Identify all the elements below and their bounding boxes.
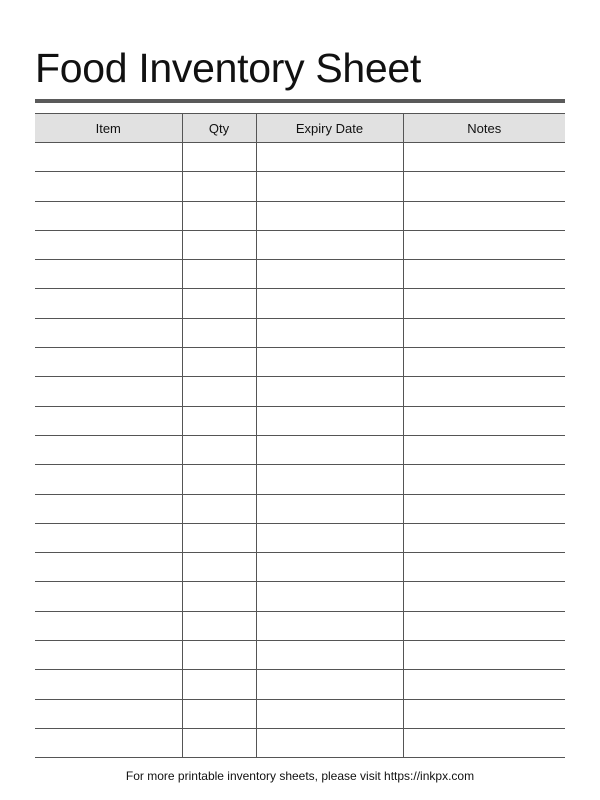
cell-item[interactable] bbox=[35, 172, 182, 201]
cell-item[interactable] bbox=[35, 201, 182, 230]
cell-qty[interactable] bbox=[182, 523, 256, 552]
cell-qty[interactable] bbox=[182, 230, 256, 259]
cell-expiry-date[interactable] bbox=[256, 465, 403, 494]
cell-item[interactable] bbox=[35, 435, 182, 464]
inventory-table bbox=[35, 113, 565, 758]
cell-item[interactable] bbox=[35, 289, 182, 318]
cell-item[interactable] bbox=[35, 260, 182, 289]
table-row bbox=[35, 553, 565, 582]
cell-item[interactable] bbox=[35, 494, 182, 523]
cell-notes[interactable] bbox=[403, 699, 565, 728]
cell-notes[interactable] bbox=[403, 230, 565, 259]
column-header-notes: Notes bbox=[403, 114, 565, 143]
cell-qty[interactable] bbox=[182, 465, 256, 494]
cell-qty[interactable] bbox=[182, 406, 256, 435]
cell-notes[interactable] bbox=[403, 348, 565, 377]
cell-qty[interactable] bbox=[182, 494, 256, 523]
cell-expiry-date[interactable] bbox=[256, 260, 403, 289]
cell-expiry-date[interactable] bbox=[256, 611, 403, 640]
cell-notes[interactable] bbox=[403, 260, 565, 289]
column-header-item: Item bbox=[35, 114, 182, 143]
cell-expiry-date[interactable] bbox=[256, 172, 403, 201]
cell-notes[interactable] bbox=[403, 318, 565, 347]
table-row bbox=[35, 406, 565, 435]
cell-expiry-date[interactable] bbox=[256, 523, 403, 552]
table-row bbox=[35, 230, 565, 259]
cell-item[interactable] bbox=[35, 699, 182, 728]
table-row bbox=[35, 670, 565, 699]
cell-notes[interactable] bbox=[403, 377, 565, 406]
cell-item[interactable] bbox=[35, 318, 182, 347]
cell-notes[interactable] bbox=[403, 172, 565, 201]
cell-qty[interactable] bbox=[182, 348, 256, 377]
cell-qty[interactable] bbox=[182, 670, 256, 699]
cell-notes[interactable] bbox=[403, 494, 565, 523]
cell-expiry-date[interactable] bbox=[256, 670, 403, 699]
cell-qty[interactable] bbox=[182, 201, 256, 230]
table-header-row bbox=[35, 114, 565, 143]
cell-qty[interactable] bbox=[182, 699, 256, 728]
cell-item[interactable] bbox=[35, 406, 182, 435]
cell-expiry-date[interactable] bbox=[256, 406, 403, 435]
cell-expiry-date[interactable] bbox=[256, 699, 403, 728]
table-row bbox=[35, 377, 565, 406]
cell-expiry-date[interactable] bbox=[256, 582, 403, 611]
table-row bbox=[35, 699, 565, 728]
table-row bbox=[35, 318, 565, 347]
cell-notes[interactable] bbox=[403, 465, 565, 494]
cell-qty[interactable] bbox=[182, 435, 256, 464]
cell-item[interactable] bbox=[35, 523, 182, 552]
cell-notes[interactable] bbox=[403, 143, 565, 172]
cell-item[interactable] bbox=[35, 728, 182, 757]
cell-item[interactable] bbox=[35, 230, 182, 259]
cell-expiry-date[interactable] bbox=[256, 318, 403, 347]
cell-item[interactable] bbox=[35, 377, 182, 406]
cell-expiry-date[interactable] bbox=[256, 289, 403, 318]
cell-qty[interactable] bbox=[182, 377, 256, 406]
table-row bbox=[35, 143, 565, 172]
table-row bbox=[35, 348, 565, 377]
title-divider bbox=[35, 99, 565, 103]
cell-expiry-date[interactable] bbox=[256, 348, 403, 377]
table-row bbox=[35, 260, 565, 289]
cell-qty[interactable] bbox=[182, 582, 256, 611]
cell-notes[interactable] bbox=[403, 611, 565, 640]
cell-qty[interactable] bbox=[182, 172, 256, 201]
table-row bbox=[35, 289, 565, 318]
cell-expiry-date[interactable] bbox=[256, 494, 403, 523]
table-row bbox=[35, 435, 565, 464]
cell-expiry-date[interactable] bbox=[256, 435, 403, 464]
cell-item[interactable] bbox=[35, 641, 182, 670]
cell-notes[interactable] bbox=[403, 553, 565, 582]
cell-item[interactable] bbox=[35, 348, 182, 377]
cell-expiry-date[interactable] bbox=[256, 553, 403, 582]
cell-item[interactable] bbox=[35, 553, 182, 582]
column-header-expiry-date: Expiry Date bbox=[256, 114, 403, 143]
cell-notes[interactable] bbox=[403, 670, 565, 699]
footer-text: For more printable inventory sheets, please visit https://inkpx.com bbox=[125, 769, 475, 783]
cell-notes[interactable] bbox=[403, 435, 565, 464]
cell-item[interactable] bbox=[35, 670, 182, 699]
table-row bbox=[35, 728, 565, 757]
cell-qty[interactable] bbox=[182, 553, 256, 582]
cell-notes[interactable] bbox=[403, 201, 565, 230]
cell-notes[interactable] bbox=[403, 523, 565, 552]
cell-qty[interactable] bbox=[182, 143, 256, 172]
table-row bbox=[35, 201, 565, 230]
cell-qty[interactable] bbox=[182, 728, 256, 757]
cell-expiry-date[interactable] bbox=[256, 201, 403, 230]
cell-qty[interactable] bbox=[182, 641, 256, 670]
cell-qty[interactable] bbox=[182, 260, 256, 289]
cell-expiry-date[interactable] bbox=[256, 143, 403, 172]
cell-qty[interactable] bbox=[182, 318, 256, 347]
cell-notes[interactable] bbox=[403, 728, 565, 757]
cell-expiry-date[interactable] bbox=[256, 641, 403, 670]
column-header-qty: Qty bbox=[182, 114, 256, 143]
cell-qty[interactable] bbox=[182, 289, 256, 318]
table-row bbox=[35, 582, 565, 611]
cell-item[interactable] bbox=[35, 143, 182, 172]
cell-item[interactable] bbox=[35, 582, 182, 611]
table-row bbox=[35, 641, 565, 670]
table-row bbox=[35, 465, 565, 494]
table-row bbox=[35, 494, 565, 523]
cell-expiry-date[interactable] bbox=[256, 728, 403, 757]
cell-notes[interactable] bbox=[403, 406, 565, 435]
table-row bbox=[35, 611, 565, 640]
cell-notes[interactable] bbox=[403, 289, 565, 318]
table-row bbox=[35, 523, 565, 552]
cell-expiry-date[interactable] bbox=[256, 230, 403, 259]
cell-item[interactable] bbox=[35, 465, 182, 494]
cell-qty[interactable] bbox=[182, 611, 256, 640]
table-row bbox=[35, 172, 565, 201]
table-body bbox=[35, 143, 565, 758]
cell-notes[interactable] bbox=[403, 582, 565, 611]
cell-expiry-date[interactable] bbox=[256, 377, 403, 406]
page-title: Food Inventory Sheet bbox=[35, 45, 422, 91]
cell-item[interactable] bbox=[35, 611, 182, 640]
cell-notes[interactable] bbox=[403, 641, 565, 670]
